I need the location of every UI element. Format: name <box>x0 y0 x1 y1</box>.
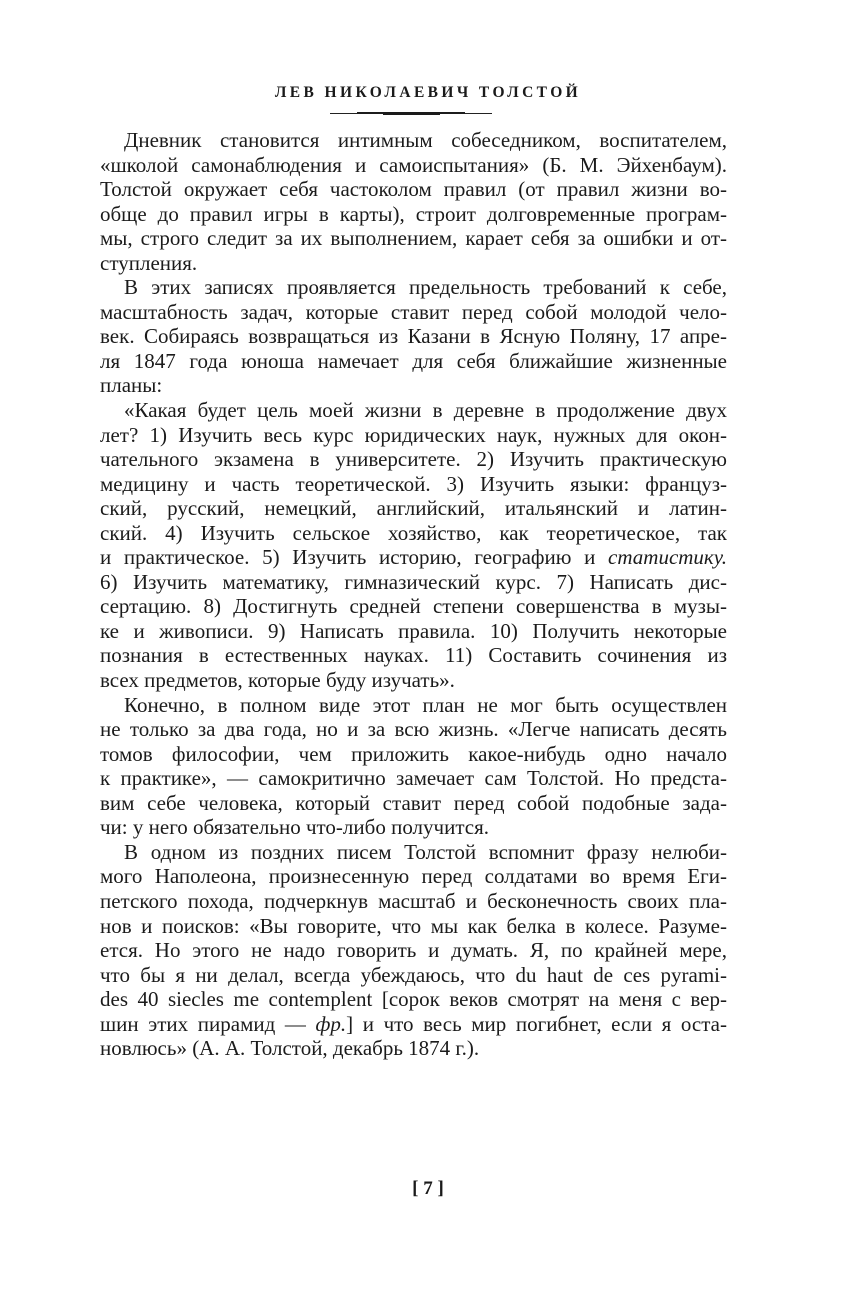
text-line: что бы я ни делал, всегда убеждаюсь, что du haut de ces pyrami- <box>100 962 727 987</box>
text-line: век. Собираясь возвращаться из Казани в Ясную Поляну, 17 апре- <box>100 324 727 349</box>
text-line: В одном из поздних писем Толстой вспомнит фразу нелюби- <box>124 839 727 864</box>
text-line: ский, русский, немецкий, английский, итальянский и латин- <box>100 496 727 521</box>
text-line: ля 1847 года юноша намечает для себя ближайшие жизненные <box>100 348 727 373</box>
text-line: чи: у него обязательно что-либо получится. <box>100 815 489 840</box>
text-line: познания в естественных науках. 11) Составить сочинения из <box>100 643 727 668</box>
text-line: «Какая будет цель моей жизни в деревне в продолжение двух <box>124 398 727 423</box>
text-line <box>100 545 727 570</box>
page-number: [ 7 ] <box>412 1178 444 1199</box>
text-line: обще до правил игры в карты), строит долговременные програм- <box>100 201 727 226</box>
running-head: ЛЕВ НИКОЛАЕВИЧ ТОЛСТОЙ <box>274 84 582 101</box>
text-line: планы: <box>100 373 163 398</box>
text-segment: шин этих пирамид — <box>100 1011 316 1036</box>
rule-thick <box>383 112 440 115</box>
text-line <box>100 1012 727 1037</box>
text-line: чательного экзамена в университете. 2) Изучить практическую <box>100 447 727 472</box>
text-line: лет? 1) Изучить весь курс юридических наук, нужных для окон- <box>100 422 727 447</box>
text-segment: и практическое. 5) Изучить историю, географию и <box>100 545 609 570</box>
text-line: Дневник становится интимным собеседником, воспитателем, <box>124 128 727 152</box>
text-line: Толстой окружает себя частоколом правил (от правил жизни во- <box>100 177 727 202</box>
text-line: des 40 siecles me contemplent [сорок веков смотрят на меня с вер- <box>100 987 727 1012</box>
text-line: к практике», — самокритично замечает сам Толстой. Но предста- <box>100 766 727 791</box>
paragraph <box>100 275 727 398</box>
ornamental-rule <box>0 108 856 118</box>
text-line: мого Наполеона, произнесенную перед солдатами во время Еги- <box>100 864 727 889</box>
italic-text: фр. <box>315 1011 347 1036</box>
text-line: масштабность задач, которые ставит перед собой молодой чело- <box>100 299 727 324</box>
text-line: новлюсь» (А. А. Толстой, декабрь 1874 г.). <box>100 1036 480 1061</box>
text-line: В этих записях проявляется предельность требований к себе, <box>124 275 727 300</box>
text-segment: ] и что весь мир погибнет, если я оста- <box>346 1011 727 1036</box>
italic-text: статистику. <box>608 545 727 570</box>
text-line: нов и поисков: «Вы говорите, что мы как белка в колесе. Разуме- <box>100 913 727 938</box>
text-line: томов философии, чем приложить какое-нибудь одно начало <box>100 741 727 766</box>
text-line: петского похода, подчеркнув масштаб и бесконечность своих пла- <box>100 888 727 913</box>
text-line: всех предметов, которые буду изучать». <box>100 668 455 693</box>
paragraph <box>100 128 727 275</box>
text-line: ступления. <box>100 250 198 275</box>
text-line: вим себе человека, который ставит перед собой подобные зада- <box>100 790 727 815</box>
text-line: ке и живописи. 9) Написать правила. 10) Получить некоторые <box>100 618 727 643</box>
paragraph <box>100 693 727 840</box>
text-line: мы, строго следит за их выполнением, карает себя за ошибки и от- <box>100 226 727 251</box>
body-text <box>100 128 727 1061</box>
text-line: сертацию. 8) Достигнуть средней степени совершенства в музы- <box>100 594 727 619</box>
text-line: медицину и часть теоретической. 3) Изучить языки: француз- <box>100 471 727 496</box>
quote-paragraph <box>100 398 727 693</box>
paragraph <box>100 840 727 1061</box>
text-line: не только за два года, но и за всю жизнь. «Легче написать десять <box>100 717 727 742</box>
text-line: Конечно, в полном виде этот план не мог быть осуществлен <box>124 692 727 717</box>
text-line: 6) Изучить математику, гимназический курс. 7) Написать дис- <box>100 569 727 594</box>
text-line: ется. Но этого не надо говорить и думать. Я, по крайней мере, <box>100 938 727 963</box>
text-line: «школой самонаблюдения и самоиспытания» (Б. М. Эйхенбаум). <box>100 152 727 177</box>
text-line: ский. 4) Изучить сельское хозяйство, как теоретическое, так <box>100 520 727 545</box>
